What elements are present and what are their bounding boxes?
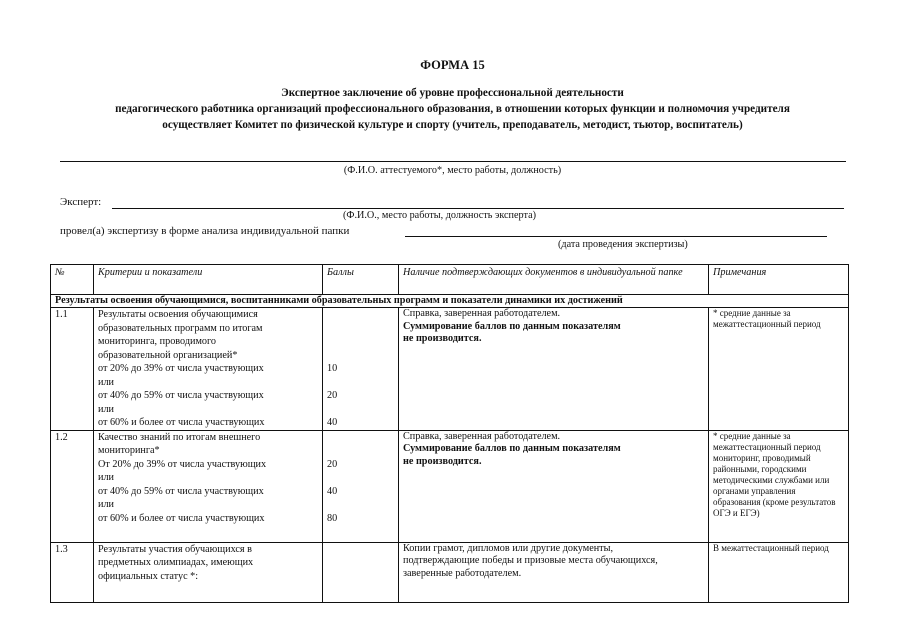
section-title: Результаты освоения обучающимися, воспитанниками образовательных программ и показатели динамики их достижений <box>51 295 849 308</box>
notes-cell: * средние данные за межаттестационный период мониторинг, проводимый районными, городскими методическими службами или органами управления образования (кроме результатов ОГЭ и ЕГЭ) <box>709 430 849 542</box>
documents-line: подтверждающие победы и призовые места обучающихся, <box>403 555 658 567</box>
criteria-line: мониторинга* <box>98 445 160 456</box>
points-value: 40 <box>327 485 338 497</box>
heading-line-2: педагогического работника организаций профессионального образования, в отношении которых функции и полномочия учредителя <box>115 103 790 115</box>
documents-text: Справка, заверенная работодателем. <box>403 308 561 319</box>
table-row <box>51 308 849 431</box>
points-cell <box>323 308 399 431</box>
criteria-line: предметных олимпиадах, имеющих <box>98 557 254 568</box>
points-value: 40 <box>327 417 338 428</box>
date-caption: (дата проведения экспертизы) <box>558 239 688 250</box>
expert-label: Эксперт: <box>60 196 102 208</box>
criteria-line: от 20% до 39% от числа участвующих <box>98 363 264 374</box>
table-header-row <box>51 265 849 295</box>
criteria-cell <box>94 430 323 542</box>
criteria-line: образовательных программ по итогам <box>98 322 263 334</box>
criteria-line: образовательной организацией* <box>98 349 238 361</box>
criteria-line: Результаты участия обучающихся в <box>98 543 252 555</box>
points-value: 20 <box>327 458 338 470</box>
row-number: 1.3 <box>51 542 94 602</box>
criteria-line: или <box>98 376 114 388</box>
documents-bold-text: Суммирование баллов по данным показателям <box>403 443 621 455</box>
documents-bold-text: не производится. <box>403 333 482 345</box>
notes-cell: * средние данные за межаттестационный период <box>709 308 849 431</box>
date-fill-line <box>405 236 827 237</box>
table-row <box>51 430 849 542</box>
header-points: Баллы <box>323 265 399 295</box>
criteria-line: от 60% и более от числа участвующих <box>98 512 265 524</box>
points-cell <box>323 542 399 602</box>
documents-cell <box>399 430 709 542</box>
points-value: 80 <box>327 512 338 524</box>
notes-cell: В межаттестационный период <box>709 542 849 602</box>
expertise-label: провел(а) экспертизу в форме анализа индивидуальной папки <box>60 225 350 237</box>
criteria-line: Результаты освоения обучающимися <box>98 309 258 320</box>
header-criteria: Критерии и показатели <box>94 265 323 295</box>
criteria-cell <box>94 542 323 602</box>
criteria-line: От 20% до 39% от числа участвующих <box>98 458 267 470</box>
criteria-line: или <box>98 472 114 483</box>
documents-bold-text: не производится. <box>403 455 482 467</box>
documents-line: заверенные работодателем. <box>403 567 522 579</box>
documents-cell <box>399 308 709 431</box>
fio-caption: (Ф.И.О. аттестуемого*, место работы, должность) <box>343 165 562 176</box>
heading-line-1: Экспертное заключение об уровне профессиональной деятельности <box>281 87 624 99</box>
criteria-cell <box>94 308 323 431</box>
expert-fill-line <box>112 208 844 209</box>
criteria-line: официальных статус *: <box>98 570 199 582</box>
section-row <box>51 295 849 308</box>
heading-line-3: осуществляет Комитет по физической культуре и спорту (учитель, преподаватель, методист, тьютор, воспитатель) <box>162 119 743 131</box>
form-title: ФОРМА 15 <box>420 58 485 72</box>
row-number: 1.2 <box>51 430 94 542</box>
documents-bold-text: Суммирование баллов по данным показателям <box>403 320 621 332</box>
table-row <box>51 542 849 602</box>
fio-fill-line <box>60 161 846 162</box>
criteria-line: от 40% до 59% от числа участвующих <box>98 485 264 497</box>
documents-text: Справка, заверенная работодателем. <box>403 430 561 442</box>
header-notes: Примечания <box>709 265 849 295</box>
criteria-line: Качество знаний по итогам внешнего <box>98 431 261 443</box>
expert-caption: (Ф.И.О., место работы, должность эксперта) <box>343 210 536 221</box>
criteria-line: от 60% и более от числа участвующих <box>98 417 265 428</box>
points-cell <box>323 430 399 542</box>
criteria-table <box>50 264 849 603</box>
documents-cell <box>399 542 709 602</box>
header-num: № <box>51 265 94 295</box>
header-documents: Наличие подтверждающих документов в индивидуальной папке <box>399 265 709 295</box>
documents-line: Копии грамот, дипломов или другие документы, <box>403 542 614 554</box>
criteria-line: от 40% до 59% от числа участвующих <box>98 390 264 401</box>
criteria-line: или <box>98 403 114 415</box>
row-number: 1.1 <box>51 308 94 431</box>
points-value: 10 <box>327 363 338 374</box>
criteria-line: или <box>98 499 114 510</box>
points-value: 20 <box>327 390 338 401</box>
criteria-line: мониторинга, проводимого <box>98 336 217 347</box>
